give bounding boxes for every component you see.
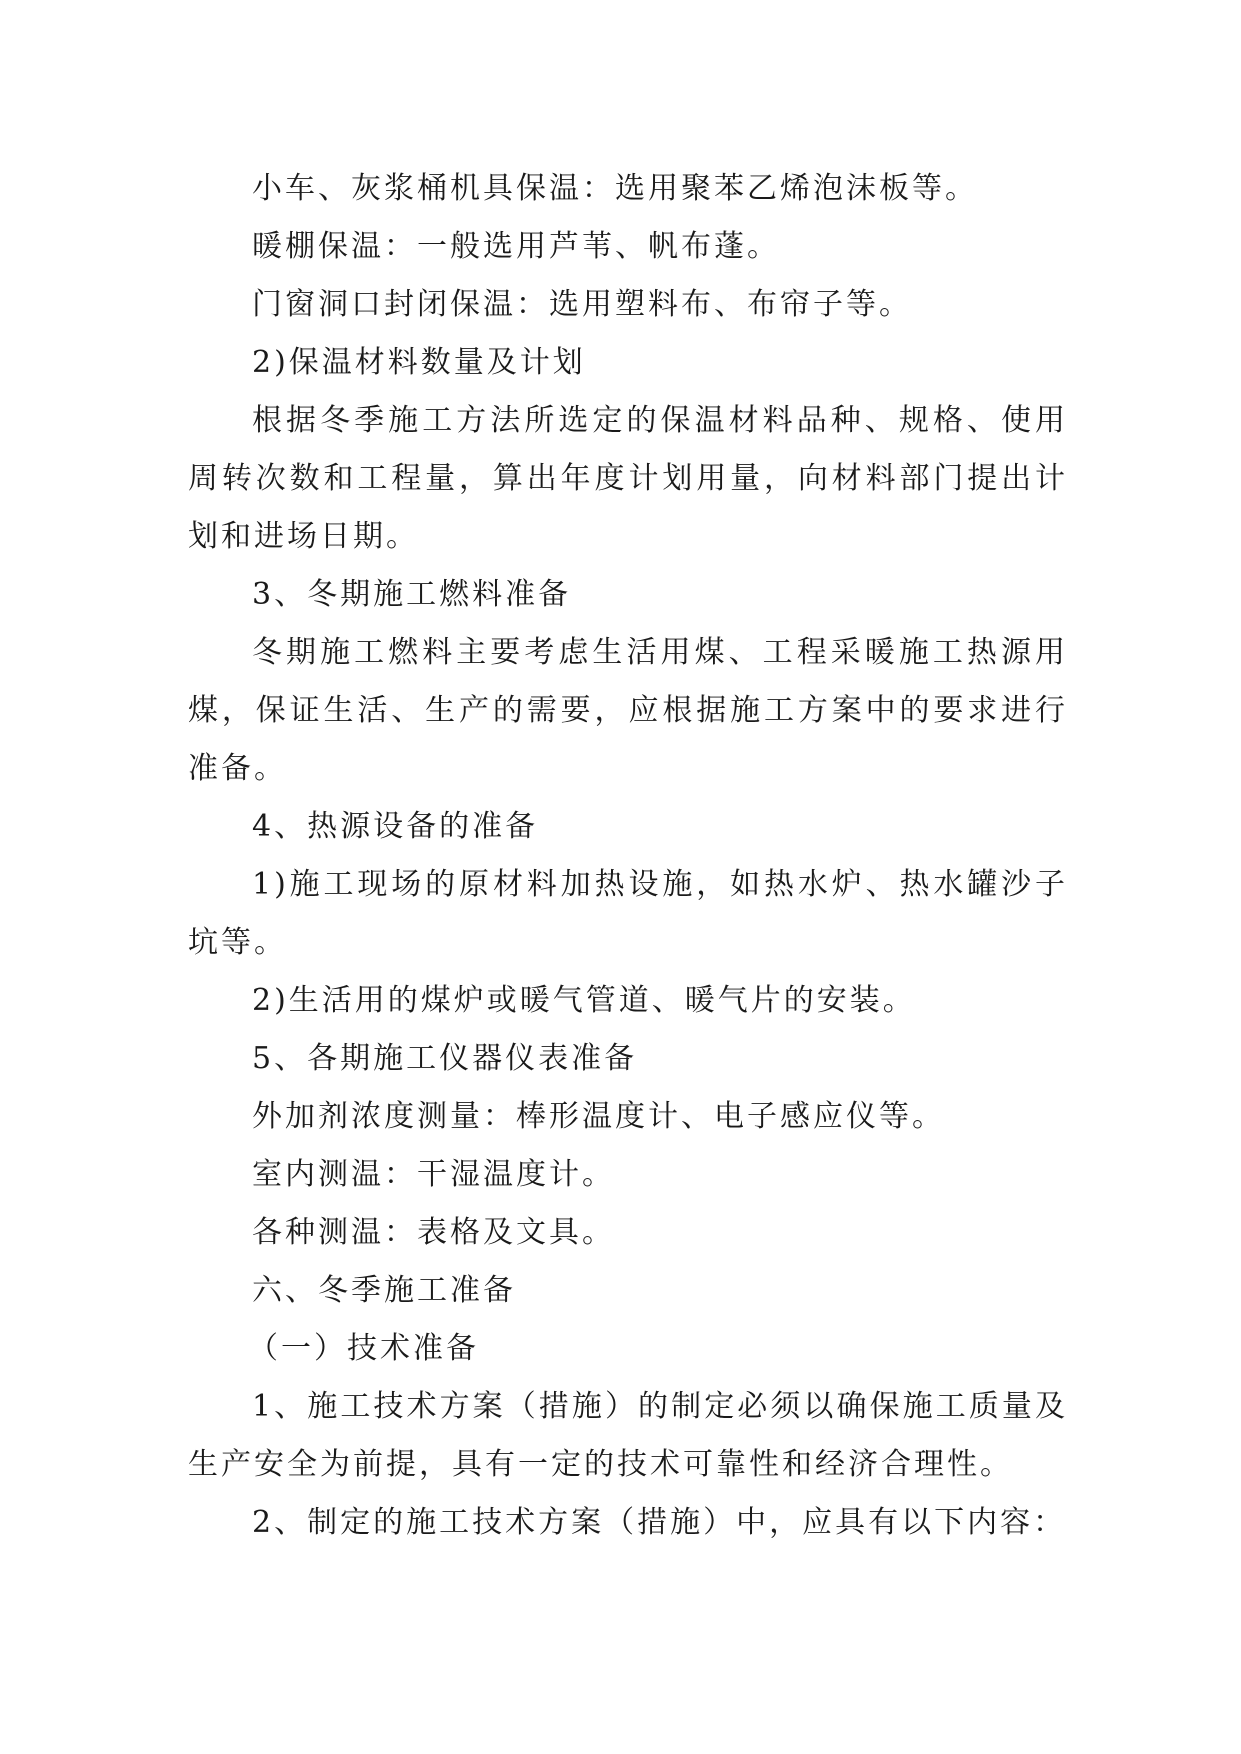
paragraph: 2、制定的施工技术方案（措施）中，应具有以下内容：: [252, 1505, 1067, 1540]
paragraph: 根据冬季施工方法所选定的保温材料品种、规格、使用周转次数和工程量，算出年度计划用量，向材料部门提出计划和进场日期。: [188, 403, 1068, 554]
paragraph: 1、施工技术方案（措施）的制定必须以确保施工质量及生产安全为前提，具有一定的技术可靠性和经济合理性。: [188, 1389, 1068, 1482]
paragraph: 门窗洞口封闭保温：选用塑料布、布帘子等。: [252, 287, 912, 322]
paragraph: 室内测温：干湿温度计。: [252, 1157, 615, 1192]
subsection-heading: （一）技术准备: [248, 1331, 479, 1366]
paragraph: 1)施工现场的原材料加热设施，如热水炉、热水罐沙子坑等。: [188, 867, 1068, 960]
paragraph: 冬期施工燃料主要考虑生活用煤、工程采暖施工热源用煤，保证生活、生产的需要，应根据施工方案中的要求进行准备。: [188, 635, 1068, 786]
document-body: [188, 160, 1068, 1552]
paragraph: 小车、灰浆桶机具保温：选用聚苯乙烯泡沫板等。: [252, 171, 978, 206]
section-heading: 3、冬期施工燃料准备: [252, 577, 572, 612]
paragraph: 2)生活用的煤炉或暖气管道、暖气片的安装。: [252, 983, 916, 1018]
paragraph: 外加剂浓度测量：棒形温度计、电子感应仪等。: [252, 1099, 945, 1134]
section-heading: 5、各期施工仪器仪表准备: [252, 1041, 638, 1076]
chapter-heading: 六、冬季施工准备: [252, 1273, 516, 1308]
paragraph: 2)保温材料数量及计划: [252, 345, 586, 380]
paragraph: 各种测温：表格及文具。: [252, 1215, 615, 1250]
paragraph: 暖棚保温：一般选用芦苇、帆布蓬。: [252, 229, 780, 264]
section-heading: 4、热源设备的准备: [252, 809, 539, 844]
